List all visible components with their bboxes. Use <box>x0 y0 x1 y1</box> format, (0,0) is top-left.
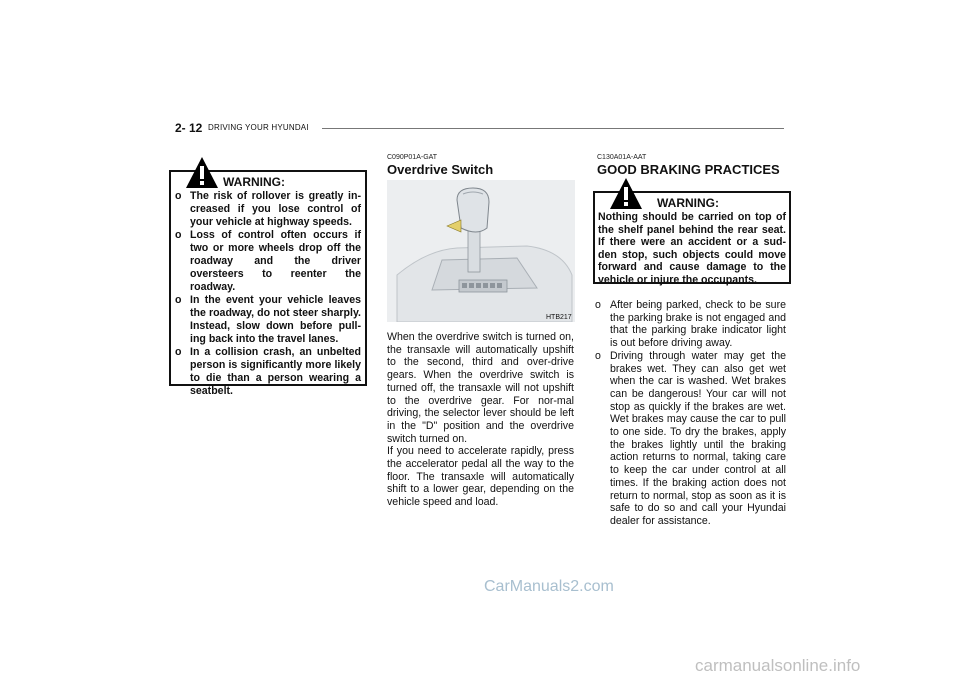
gear-shift-drawing <box>387 180 575 322</box>
paragraph: If you need to accelerate rapidly, press the accelerator pedal all the way to the floor. The transaxle will automatically shift to a lower gear, depending on the vehicle speed and load. <box>387 445 574 509</box>
warning-item: o The risk of rollover is greatly in-creased if you lose control of your vehicle at highway speeds. <box>175 190 361 228</box>
warning-box-rollover <box>169 170 367 397</box>
warning-item: o In the event your vehicle leaves the roadway, do not steer sharply. Instead, slow down before pull-ing back into the travel lanes. <box>175 294 361 345</box>
warning-list <box>175 190 361 398</box>
gear-selector-illustration <box>387 180 575 322</box>
warning-triangle-icon <box>185 156 219 190</box>
paragraph: When the overdrive switch is turned on, the transaxle will automatically upshift to the second, third and over-drive gears. When the overdrive switch is turned off, the transaxle will not upshift to the overdrive gear. For nor-mal driving, the selector lever should be left in the "D" position and the overdrive switch turned on. <box>387 331 574 445</box>
section-code: C090P01A-GAT <box>387 154 438 161</box>
warning-triangle-icon <box>609 177 643 211</box>
warning-box-shelf <box>593 191 791 284</box>
braking-list <box>595 299 786 528</box>
section-title: DRIVING YOUR HYUNDAI <box>208 123 309 132</box>
figure-label: HTB217 <box>546 314 572 321</box>
warning-title: WARNING: <box>657 196 719 210</box>
warning-item: o Loss of control often occurs if two or more wheels drop off the roadway and the driver oversteers to reenter the roadway. <box>175 229 361 293</box>
overdrive-body <box>387 331 574 509</box>
warning-text: Nothing should be carried on top of the shelf panel behind the rear seat. If there were an accident or a sud-den stop, such objects could move forward and cause damage to the vehicle or injure the occupants. <box>598 211 786 286</box>
list-item: o After being parked, check to be sure the parking brake is not engaged and that the parking brake indicator light is out before driving away. <box>595 299 786 350</box>
warning-title: WARNING: <box>223 175 285 189</box>
warning-item: o In a collision crash, an unbelted person is significantly more likely to die than a person wearing a seatbelt. <box>175 346 361 397</box>
watermark-carmanualsonline: carmanualsonline.info <box>695 656 861 675</box>
watermark-carmanuals2: CarManuals2.com <box>484 578 614 595</box>
section-heading: Overdrive Switch <box>387 162 494 177</box>
list-item: o Driving through water may get the brakes wet. They can also get wet when the car is washed. Wet brakes can be dangerous! Your car will not stop as quickly if the brakes are wet. Wet brakes may cause the car to pull to one side. To dry the brakes, apply the brakes lightly until the braking action returns to normal, taking care to keep the car under control at all times. If the braking action does not return to normal, stop as soon as it is safe to do so and call your Hyundai dealer for assistance. <box>595 349 786 527</box>
page-number: 2- 12 <box>175 121 203 135</box>
header-divider <box>322 128 784 129</box>
section-code: C130A01A-AAT <box>597 154 647 161</box>
section-heading: GOOD BRAKING PRACTICES <box>597 162 780 177</box>
